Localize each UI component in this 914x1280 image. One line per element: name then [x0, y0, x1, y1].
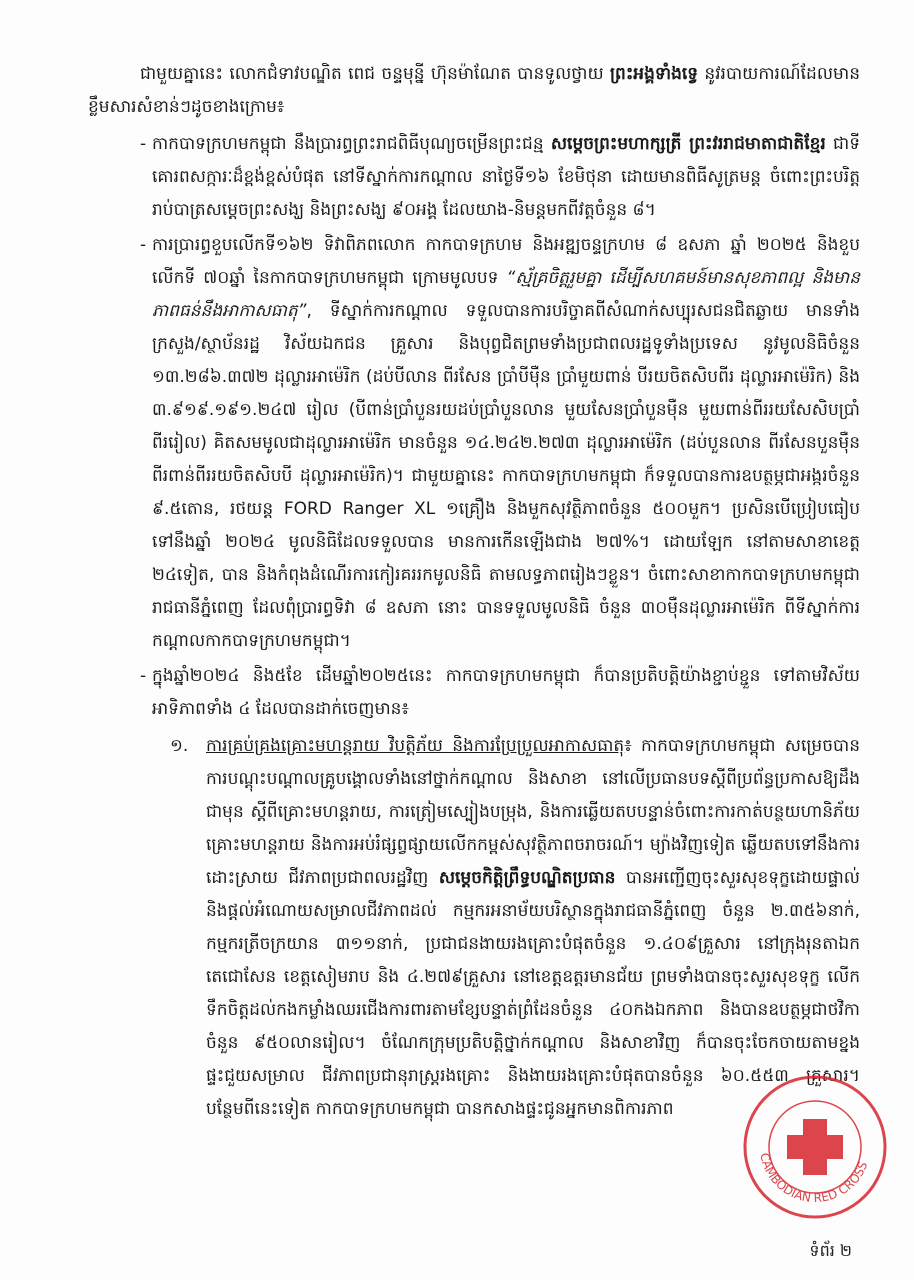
- bullet-text-end: , ទីស្នាក់ការកណ្តាល ទទួលបានការបរិច្ចាគពីសំណាក់សប្បុរសជនជិតឆ្ងាយ មានទាំងក្រសួង/ស្ថាប័នរដ្ឋ វិស័យឯកជន គ្រួសារ និងបុព្វជិតព្រមទាំងប្រជាពលរដ្ឋទូទាំងប្រទេស នូវមូលនិធិចំនួន ១៣.២៨៦.៣៧២ ដុល្លារអាម៉េរិក (ដប់បីលាន ពីរសែន ប្រាំបីម៉ឺន ប្រាំមួយពាន់ បីរយចិតសិបពីរ ដុល្លារអាម៉េរិក) និង ៣.៩១៩.១៩១.២៤៧ រៀល (បីពាន់ប្រាំបួនរយដប់ប្រាំបួនលាន មួយសែនប្រាំបួនម៉ឺន មួយពាន់ពីររយសែសិបប្រាំពីររៀល) គិតសមមូលជាដុល្លារអាម៉េរិក មានចំនួន ១៤.២៤២.២៧៣ ដុល្លារអាម៉េរិក (ដប់បួនលាន ពីរសែនបួនម៉ឺនពីរពាន់ពីររយចិតសិបបី ដុល្លារអាម៉េរិក)។ ជាមួយគ្នានេះ កាកបាទក្រហមកម្ពុជា ក៏ទទួលបានការឧបត្ថម្ភជាអង្ករចំនួន ៩.៥តោន, រថយន្ត FORD Ranger XL ១គ្រឿង និងមួកសុវត្ថិភាពចំនួន ៥០០មួក។ ប្រសិនបើប្រៀបធៀបទៅនឹងឆ្នាំ ២០២៤ មូលនិធិដែលទទួលបាន មានការកើនឡើងជាង ២៧%។ ដោយឡែក នៅតាមសាខាខេត្ត ២៤ទៀត, បាន និងកំពុងដំណើរការកៀរគររកមូលនិធិ តាមលទ្ធភាពរៀងៗខ្លួន។ ចំពោះសាខាកាកបាទក្រហមកម្ពុជា រាជធានីភ្នំពេញ ដែលពុំប្រារព្ធទិវា ៨ ឧសភា នោះ បានទទួលមូលនិធិ ចំនួន ៣០ម៉ឺនដុល្លារអាម៉េរិក ពីទីស្នាក់ការកណ្តាលកាកបាទក្រហមកម្ពុជា។: [152, 301, 860, 651]
- stamp-text: CAMBODIAN RED CROSS: [757, 1151, 871, 1206]
- document-body: [88, 58, 860, 1126]
- intro-bold-text: ព្រះអង្គទាំងទ្វេ: [609, 64, 699, 84]
- numbered-item-disaster-management: [88, 730, 860, 1126]
- bullet-text: ការប្រារព្ធខួបលើកទី១៦២ ទិវាពិភពលោក កាកបាទក្រហម និងអឌ្ឍចន្ទក្រហម ៨ ឧសភា ឆ្នាំ ២០២៥ និងខួបលើកទី ៧០ឆ្នាំ នៃកាកបាទក្រហមកម្ពុជា ក្រោមមូលបទ: [152, 235, 860, 288]
- intro-paragraph: [88, 58, 860, 124]
- bullet-theme-text: “ស្ម័គ្រចិត្តរួមគ្នា ដើម្បីសហគមន៍មានសុខភាពល្អ និងមានភាពធន់នឹងអាកាសធាតុ”: [152, 268, 861, 321]
- bullet-text: កាកបាទក្រហមកម្ពុជា នឹងប្រារព្ធព្រះរាជពិធីបុណ្យចម្រើនព្រះជន្ម: [152, 134, 551, 154]
- bullet-mark: -: [140, 134, 147, 154]
- item-heading: ការគ្រប់គ្រងគ្រោះមហន្តរាយ វិបត្តិភ័យ និងការប្រែប្រួលអាកាសធាតុ: [206, 736, 625, 756]
- bullet-item-celebration: [88, 128, 860, 227]
- red-cross-stamp: [740, 1072, 890, 1222]
- bullet-text: ក្នុងឆ្នាំ២០២៤ និង៥ខែ ដើមឆ្នាំ២០២៥នេះ កាកបាទក្រហមកម្ពុជា ក៏បានប្រតិបត្តិយ៉ាងខ្ជាប់ខ្ជួន ទៅតាមវិស័យអាទិភាពទាំង ៤ ដែលបានដាក់ចេញមាន៖: [152, 666, 860, 719]
- item-text: ៖ កាកបាទក្រហមកម្ពុជា សម្រេចបានការបណ្តុះបណ្តាលគ្រូបង្គោលទាំងនៅថ្នាក់កណ្តាល និងសាខា នៅលើប្រធានបទស្តីពីប្រព័ន្ធប្រកាសឱ្យដឹងជាមុន ស្តីពីគ្រោះមហន្តរាយ, ការត្រៀមស្បៀងបម្រុង, និងការឆ្លើយតបបន្ទាន់ចំពោះការកាត់បន្ថយហានិភ័យគ្រោះមហន្តរាយ និងការអប់រំផ្សព្វផ្សាយលើកកម្ពស់សុវត្ថិភាពចរាចរណ៍។ ម្យ៉ាងវិញទៀត ឆ្លើយតបទៅនឹងការដោះស្រាយ ជីវភាពប្រជាពលរដ្ឋវិញ: [206, 736, 860, 888]
- red-cross-icon-horizontal: [787, 1135, 843, 1159]
- item-text-end: បានអញ្ជើញចុះសួរសុខទុក្ខដោយផ្ទាល់ និងផ្តល់អំណោយសម្រាលជីវភាពដល់ កម្មករអនាម័យបរិស្ថានក្នុងរាជធានីភ្នំពេញ ចំនួន ២.៣៥៦នាក់, កម្មករត្រីចក្រយាន ៣១១នាក់, ប្រជាជនងាយរងគ្រោះបំផុតចំនួន ១.៤០៩គ្រួសារ នៅក្រុងរុនតាឯកតេជោសែន ខេត្តសៀមរាប និង ៤.២៧៩គ្រួសារ នៅខេត្តឧត្តរមានជ័យ ព្រមទាំងបានចុះសួរសុខទុក្ខ លើកទឹកចិត្តដល់កងកម្លាំងឈរជើងការពារតាមខ្សែបន្ទាត់ព្រំដែនចំនួន ៤០កងឯកភាព និងបានឧបត្ថម្ភជាថវិកាចំនួន ៩៥០លានរៀល។ ចំណែកក្រុមប្រតិបត្តិថ្នាក់កណ្តាល និងសាខាវិញ ក៏បានចុះចែកចាយតាមខ្នងផ្ទះជួយសម្រាល ជីវភាពប្រជានុរាស្រ្តរងគ្រោះ និងងាយរងគ្រោះបំផុតបានចំនួន ៦០.៥៥៣ គ្រួសារ។ បន្ថែមពីនេះទៀត កាកបាទក្រហមកម្ពុជា បានកសាងផ្ទះជូនអ្នកមានពិការភាព: [206, 868, 860, 1119]
- page-number: ទំព័រ ២: [809, 1241, 852, 1260]
- bullet-mark: -: [140, 666, 147, 686]
- bullet-bold-text: សម្តេចព្រះមហាក្សត្រី ព្រះវររាជមាតាជាតិខ្មែរ: [550, 134, 826, 154]
- bullet-item-priorities: [88, 660, 860, 726]
- intro-text: ជាមួយគ្នានេះ លោកជំទាវបណ្ឌិត ពេជ ចន្ទមុន្នី ហ៊ុនម៉ាណែត បានទូលថ្វាយ: [140, 64, 610, 84]
- bullet-mark: -: [140, 235, 147, 255]
- item-number: ១.: [170, 736, 189, 756]
- item-bold-text: សម្តេចកិត្តិព្រឹទ្ធបណ្ឌិតប្រធាន: [438, 868, 616, 888]
- bullet-item-world-day: [88, 229, 860, 658]
- bullet-text-end: ជាទីគោរពសក្ការៈដ៏ខ្ពង់ខ្ពស់បំផុត នៅទីស្នាក់ការកណ្តាល នាថ្ងៃទី១៦ ខែមិថុនា ដោយមានពិធីសូត្រមន្ត ចំពោះព្រះបរិត្ត រាប់បាត្រសម្តេចព្រះសង្ឃ និងព្រះសង្ឃ ៩០អង្គ ដែលយាង-និមន្តមកពីវត្តចំនួន ៨។: [152, 134, 860, 220]
- intro-text-end: នូវរបាយការណ៍ដែលមានខ្លឹមសារសំខាន់ៗដូចខាងក្រោម៖: [88, 64, 861, 117]
